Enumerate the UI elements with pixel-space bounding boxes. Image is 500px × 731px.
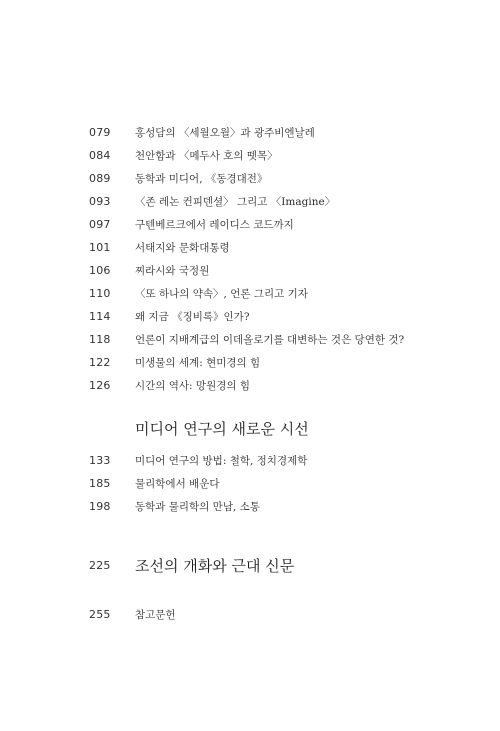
toc-entry — [89, 452, 307, 468]
toc-entry — [89, 354, 260, 370]
toc-page-number: 106 — [89, 263, 111, 277]
section-heading: 조선의 개화와 근대 신문 — [135, 556, 295, 575]
toc-entry — [89, 475, 219, 491]
toc-entry-title: 홍성담의 〈세월오월〉과 광주비엔날레 — [135, 126, 315, 139]
toc-entry — [89, 285, 308, 301]
section-heading: 미디어 연구의 새로운 시선 — [135, 420, 309, 438]
toc-entry-title: 찌라시와 국정원 — [135, 264, 210, 277]
toc-page-number: 089 — [89, 171, 111, 185]
section-entry — [89, 555, 294, 575]
toc-page-number: 255 — [89, 607, 111, 621]
toc-entry-title: 천안함과 〈메두사 호의 뗏목〉 — [135, 149, 278, 162]
toc-entry-title: 미생물의 세계: 현미경의 힘 — [135, 356, 261, 369]
toc-entry — [89, 216, 294, 232]
toc-page-number: 126 — [89, 378, 111, 392]
toc-page-number: 118 — [89, 332, 111, 346]
toc-entry-references — [89, 606, 176, 622]
toc-page-number: 093 — [89, 194, 111, 208]
toc-entry-title: 구텐베르크에서 레이디스 코드까지 — [135, 218, 294, 231]
toc-page-number: 225 — [89, 558, 111, 572]
toc-entry — [89, 193, 335, 209]
toc-page-number: 185 — [89, 476, 111, 490]
toc-entry — [89, 147, 278, 163]
toc-entry-title: 미디어 연구의 방법: 철학, 정치경제학 — [135, 454, 308, 467]
toc-entry-title: 왜 지금 《징비록》인가? — [135, 310, 250, 323]
toc-entry — [89, 308, 249, 324]
toc-entry — [89, 498, 260, 514]
toc-entry — [89, 170, 267, 186]
toc-entry — [89, 239, 230, 255]
toc-page-number: 101 — [89, 240, 111, 254]
toc-entry-title: 시간의 역사: 망원경의 힘 — [135, 379, 250, 392]
toc-page-number: 122 — [89, 355, 111, 369]
toc-page-number: 097 — [89, 217, 111, 231]
toc-page-number: 110 — [89, 286, 111, 300]
toc-entry-title: 참고문헌 — [135, 608, 176, 621]
toc-page-number: 079 — [89, 125, 111, 139]
toc-entry — [89, 262, 209, 278]
toc-entry-title: 서태지와 문화대통령 — [135, 241, 230, 254]
toc-entry — [89, 377, 250, 393]
toc-entry-title: 동학과 미디어, 《동경대전》 — [135, 172, 268, 185]
toc-entry-title: 동학과 물리학의 만남, 소통 — [135, 500, 260, 513]
toc-entry-title: 〈존 레논 컨피덴셜〉 그리고 〈Imagine〉 — [135, 195, 336, 208]
toc-entry-title: 언론이 지배계급의 이데올로기를 대변하는 것은 당연한 것? — [135, 333, 405, 346]
toc-entry-title: 물리학에서 배운다 — [135, 477, 220, 490]
toc-page-number: 198 — [89, 499, 111, 513]
toc-page-number: 084 — [89, 148, 111, 162]
toc-entry — [89, 331, 404, 347]
toc-page-number: 133 — [89, 453, 111, 467]
toc-entry — [89, 124, 315, 140]
toc-page-number: 114 — [89, 309, 111, 323]
toc-entry-title: 〈또 하나의 약속〉, 언론 그리고 기자 — [135, 287, 308, 300]
